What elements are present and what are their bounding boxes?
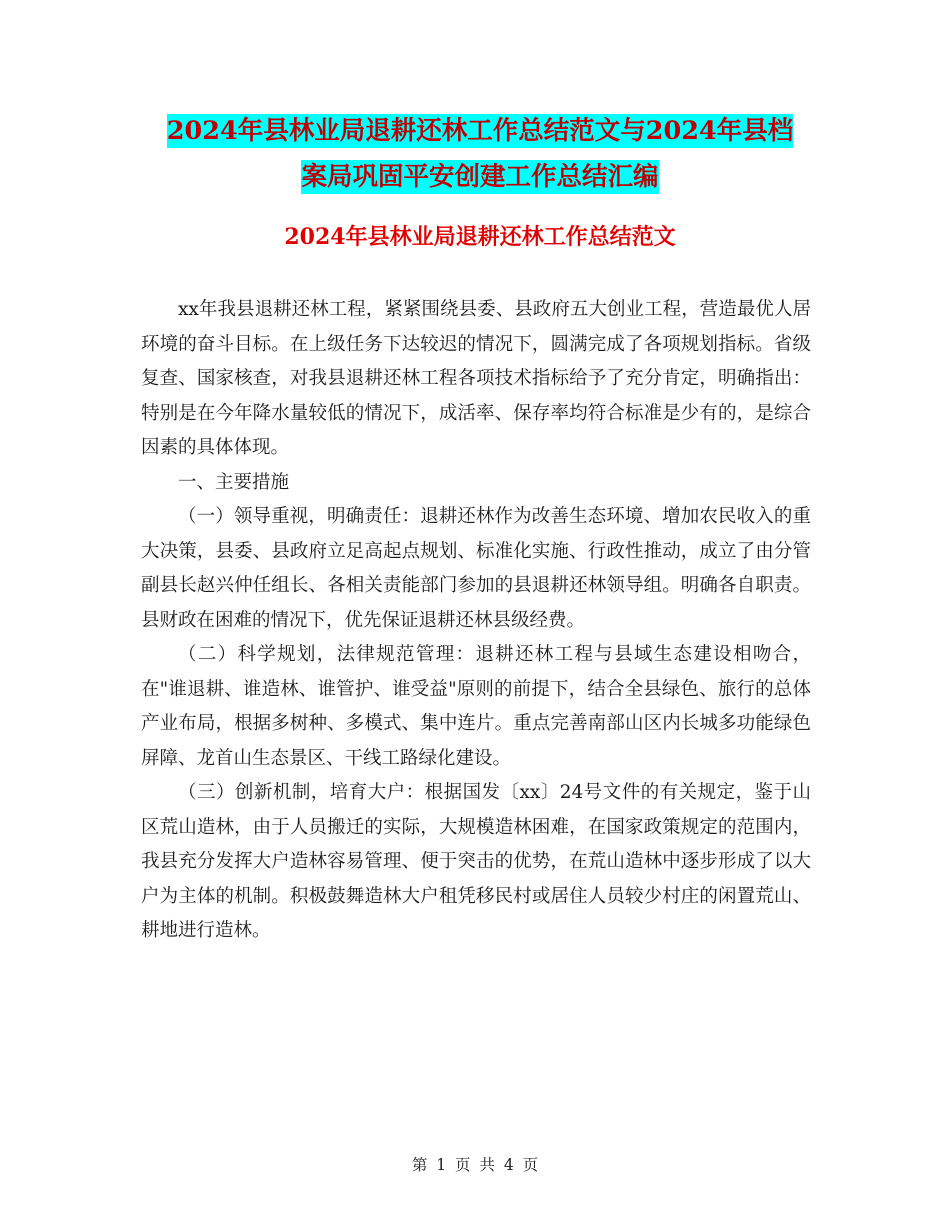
title-line-2: 案局巩固平安创建工作总结汇编: [301, 162, 659, 192]
document-title: [140, 108, 820, 200]
paragraph-intro: xx年我县退耕还林工程，紧紧围绕县委、县政府五大创业工程，营造最优人居环境的奋斗目标。在上级任务下达较迟的情况下，圆满完成了各项规划指标。省级复查、国家核查，对我县退耕还林工程各项技术指标给予了充分肯定，明确指出：特别是在今年降水量较低的情况下，成活率、保存率均符合标准是少有的，是综合因素的具体体现。: [141, 299, 811, 458]
document-body: [141, 293, 811, 949]
page-footer: 第 1 页 共 4 页: [411, 1156, 539, 1174]
paragraph-heading-measures: 一、主要措施: [178, 471, 290, 493]
paragraph-measure-3: （三）创新机制，培育大户：根据国发〔xx〕24号文件的有关规定，鉴于山区荒山造林，由于人员搬迁的实际，大规模造林困难，在国家政策规定的范围内，我县充分发挥大户造林容易管理、便于突击的优势，在荒山造林中逐步形成了以大户为主体的机制。积极鼓舞造林大户租凭移民村或居住人员较少村庄的闲置荒山、耕地进行造林。: [141, 782, 811, 941]
section-title: 2024年县林业局退耕还林工作总结范文: [284, 224, 676, 250]
paragraph-measure-1: （一）领导重视，明确责任：退耕还林作为改善生态环境、增加农民收入的重大决策，县委、县政府立足高起点规划、标准化实施、行政性推动，成立了由分管副县长赵兴仲任组长、各相关责能部门参加的县退耕还林领导组。明确各自职责。县财政在困难的情况下，优先保证退耕还林县级经费。: [141, 506, 811, 631]
paragraph-measure-2: （二）科学规划，法律规范管理：退耕还林工程与县域生态建设相吻合，在"谁退耕、谁造林、谁管护、谁受益"原则的前提下，结合全县绿色、旅行的总体产业布局，根据多树种、多模式、集中连片。重点完善南部山区内长城多功能绿色屏障、龙首山生态景区、干线工路绿化建设。: [141, 644, 811, 769]
title-line-1: 2024年县林业局退耕还林工作总结范文与2024年县档: [166, 116, 794, 146]
